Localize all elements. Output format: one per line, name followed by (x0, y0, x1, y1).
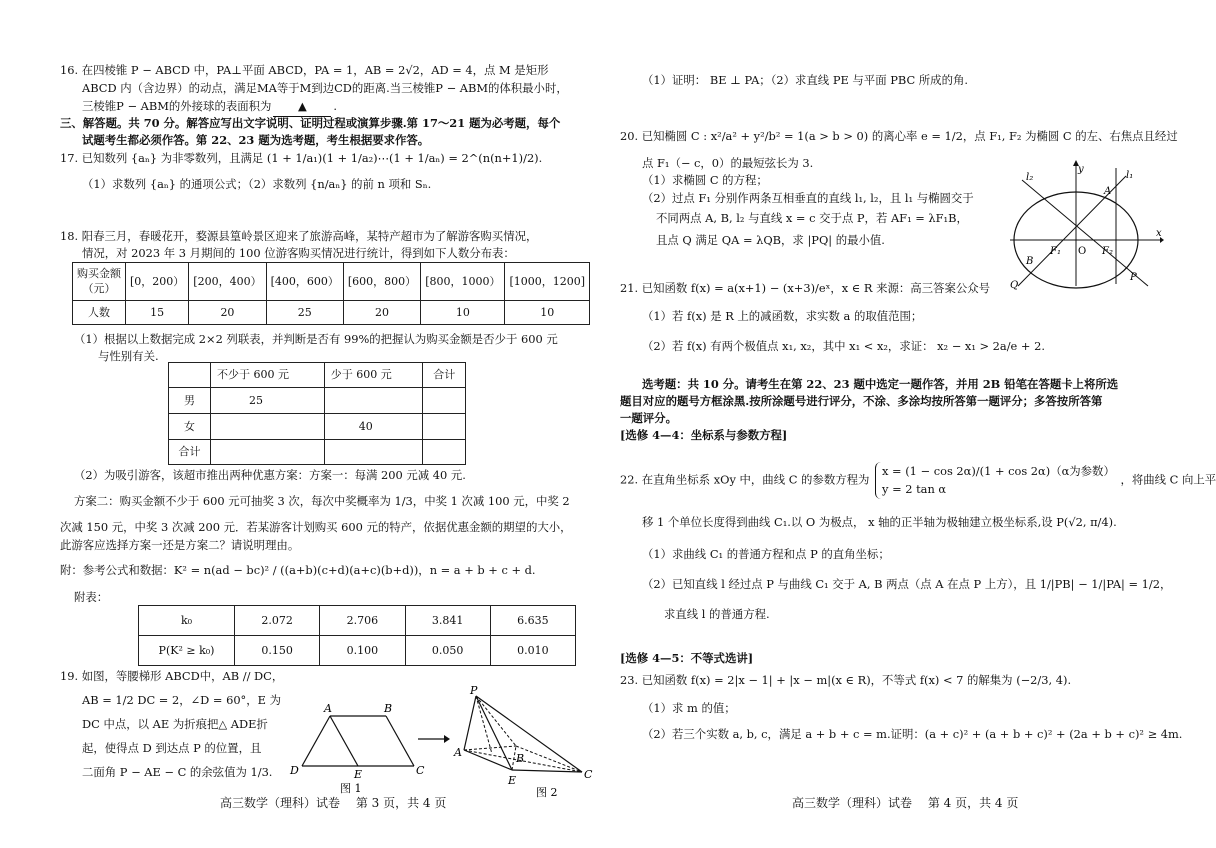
answer-blank: ▲ (273, 98, 331, 117)
footer-page4: 高三数学（理科）试卷 第 4 页，共 4 页 (792, 796, 1019, 810)
q21-line1: 21. 已知函数 f(x) = a(x+1) − (x+3)/eˣ，x ∈ R 来源：高三答案公众号 (620, 281, 991, 295)
q20-line1: 20. 已知椭圆 C : x²/a² + y²/b² = 1(a > b > 0) 的离心率 e = 1/2，点 F₁, F₂ 为椭圆 C 的左、右焦点且经过 (620, 129, 1178, 143)
label-E2: E (508, 774, 517, 787)
f1-label: F₁ (1050, 246, 1061, 257)
label-B2: B (516, 752, 525, 765)
point-b-label: B (1026, 256, 1034, 267)
q20-line4: （2）过点 F₁ 分别作两条互相垂直的直线 l₁, l₂，且 l₁ 与椭圆交于 (642, 191, 974, 205)
purchase-table (72, 262, 590, 325)
q20-line2: 点 F₁（− c，0）的最短弦长为 3. (642, 156, 814, 170)
section3-line2: 试题考生都必须作答。第 22、23 题为选考题，考生根据要求作答。 (82, 133, 430, 147)
f2-label: F₂ (1102, 246, 1113, 257)
q21-line2: （1）若 f(x) 是 R 上的减函数，求实数 a 的取值范围； (642, 309, 923, 323)
q19-continued: （1）证明： BE ⊥ PA；（2）求直线 PE 与平面 PBC 所成的角. (642, 73, 968, 87)
elective-line2: 题目对应的题号方框涂黑.按所涂题号进行评分，不涂、多涂均按所答第一题评分；多答按所答第 (620, 394, 1103, 408)
q16-line2: ABCD 内（含边界）的动点，满足MA等于M到边CD的距离.当三棱锥P − ABM的体积最小时， (82, 81, 568, 95)
section-4-4: [选修 4—4：坐标系与参数方程] (620, 428, 788, 442)
line-l1-label: l₁ (1126, 170, 1134, 181)
q23-line1: 23. 已知函数 f(x) = 2|x − 1| + |x − m|(x ∈ R)，不等式 f(x) < 7 的解集为 (−2/3, 4). (620, 673, 1072, 687)
elective-line3: 一题评分。 (620, 411, 677, 425)
attached-table-label: 附表： (74, 590, 109, 604)
label-P: P (470, 684, 478, 697)
q17-line1: 17. 已知数列 {aₙ} 为非零数列，且满足 (1 + 1/a₁)(1 + 1/a₂)⋯(1 + 1/aₙ) = 2^(n(n+1)/2). (60, 151, 543, 165)
q22-line2: 移 1 个单位长度得到曲线 C₁.以 O 为极点， x 轴的正半轴为极轴建立极坐标系,设 P(√2, π/4). (642, 515, 1117, 529)
figure1-trapezoid (288, 700, 438, 800)
section-4-5: [选修 4—5：不等式选讲] (620, 651, 754, 665)
parametric-system: x = (1 − cos 2α)/(1 + cos 2α)（α为参数） y = 2 tan α (875, 462, 1115, 499)
label-C: C (416, 764, 425, 777)
q16-line1: 16. 在四棱锥 P − ABCD 中，PA⊥平面 ABCD，PA = 1，AB = 2√2，AD = 4，点 M 是矩形 (60, 63, 549, 77)
count-cell: 20 (343, 301, 420, 325)
q18-plan2-b: 次减 150 元，中奖 3 次减 200 元．若某游客计划购买 600 元的特产，依据优惠金额的期望的大小， (60, 520, 572, 534)
critical-value-table: k₀ 2.072 2.706 3.841 6.635 P(K² ≥ k₀) 0.150 0.100 0.050 0.010 (138, 605, 576, 666)
section3-line1: 三、解答题。共 70 分。解答应写出文字说明、证明过程或演算步骤.第 17～21 题为必考题，每个 (60, 116, 561, 130)
label-A: A (324, 702, 332, 715)
range-cell: [400，600） (266, 263, 343, 301)
label-B: B (384, 702, 393, 715)
range-cell: [0，200） (126, 263, 189, 301)
q23-line2: （1）求 m 的值； (642, 701, 736, 715)
q20-line5: 不同两点 A, B, l₂ 与直线 x = c 交于点 P，若 AF₁ = λF₁B， (656, 211, 968, 225)
q22-line4: （2）已知直线 l 经过点 P 与曲线 C₁ 交于 A, B 两点（点 A 在点 P 上方），且 1/|PB| − 1/|PA| = 1/2， (642, 577, 1172, 591)
point-a-label: A (1104, 186, 1112, 197)
contingency-table: 不少于 600 元 少于 600 元 合计 男 25 女 40 合计 (168, 362, 466, 465)
purchase-amount-header: 购买金额 （元） (73, 263, 126, 301)
axis-x-label: x (1156, 228, 1162, 239)
q16-line3: 三棱锥P − ABM的外接球的表面积为 ▲ . (60, 98, 337, 117)
figure1-caption: 图 1 (340, 782, 362, 795)
elective-line1: 选考题：共 10 分。请考生在第 22、23 题中选定一题作答，并用 2B 铅笔在答题卡上将所选 (642, 377, 1119, 391)
label-D: D (290, 764, 299, 777)
q23-line3: （2）若三个实数 a, b, c，满足 a + b + c = m.证明：(a + c)² + (a + b + c)² + (2a + b + c)² ≥ 4m. (642, 727, 1183, 741)
axis-y-label: y (1078, 164, 1084, 175)
q18-part1-b: 与性别有关. (98, 349, 159, 363)
q18-part1-a: （1）根据以上数据完成 2×2 列联表，并判断是否有 99%的把握认为购买金额是否少于 600 元 (74, 332, 558, 346)
range-cell: [800，1000） (421, 263, 505, 301)
label-C2: C (584, 768, 593, 781)
point-p-label: P (1130, 272, 1137, 283)
q19-line4: 起，使得点 D 到达点 P 的位置，且 (82, 741, 262, 755)
figure-ellipse (1006, 158, 1164, 290)
q18-line1: 18. 阳春三月，春暖花开，婺源县篁岭景区迎来了旅游高峰，某特产超市为了解游客购买情况， (60, 229, 538, 243)
range-cell: [1000，1200] (505, 263, 590, 301)
q18-line2: 情况，对 2023 年 3 月期间的 100 位游客购买情况进行统计，得到如下人数分布表： (82, 246, 515, 260)
line-l2-label: l₂ (1026, 172, 1034, 183)
figure2-caption: 图 2 (536, 786, 558, 799)
footer-page3: 高三数学（理科）试卷 第 3 页，共 4 页 (220, 796, 447, 810)
q17-line2: （1）求数列 {aₙ} 的通项公式；（2）求数列 {n/aₙ} 的前 n 项和 Sₙ. (82, 177, 432, 191)
reference-formula: 附：参考公式和数据：K² = n(ad − bc)² / ((a+b)(c+d)(a+c)(b+d))，n = a + b + c + d. (60, 563, 536, 577)
count-cell: 25 (266, 301, 343, 325)
point-q-label: Q (1010, 280, 1019, 291)
q22-line5: 求直线 l 的普通方程. (664, 607, 770, 621)
range-cell: [600，800） (343, 263, 420, 301)
count-label: 人数 (73, 301, 126, 325)
q18-plan2-c: 此游客应选择方案一还是方案二？请说明理由。 (60, 538, 300, 552)
figure2-pyramid (444, 684, 594, 800)
count-cell: 15 (126, 301, 189, 325)
label-A2: A (454, 746, 462, 759)
q18-plan2-a: 方案二：购买金额不少于 600 元可抽奖 3 次，每次中奖概率为 1/3，中奖 1 次减 100 元，中奖 2 (74, 494, 570, 508)
range-cell: [200，400） (189, 263, 266, 301)
q21-line3: （2）若 f(x) 有两个极值点 x₁, x₂，其中 x₁ < x₂，求证： x₂ − x₁ > 2a/e + 2. (642, 339, 1045, 353)
q18-part2: （2）为吸引游客，该超市推出两种优惠方案：方案一：每满 200 元减 40 元. (74, 468, 466, 482)
page-3 (60, 0, 600, 848)
q19-line1: 19. 如图，等腰梯形 ABCD中，AB // DC， (60, 669, 284, 683)
q19-line2: AB = 1/2 DC = 2，∠D = 60°，E 为 (82, 693, 281, 707)
count-cell: 10 (421, 301, 505, 325)
q22-line3: （1）求曲线 C₁ 的普通方程和点 P 的直角坐标； (642, 547, 890, 561)
label-E: E (354, 768, 363, 781)
count-cell: 10 (505, 301, 590, 325)
q19-line3: DC 中点，以 AE 为折痕把△ ADE折 (82, 717, 268, 731)
page-4 (620, 0, 1216, 848)
q22-line1: 22. 在直角坐标系 xOy 中，曲线 C 的参数方程为 x = (1 − cos 2α)/(1 + cos 2α)（α为参数） y = 2 tan α ，将曲线 C 向上平 (620, 462, 1216, 499)
q20-line3: （1）求椭圆 C 的方程； (642, 173, 768, 187)
count-cell: 20 (189, 301, 266, 325)
q20-line6: 且点 Q 满足 QA = λQB，求 |PQ| 的最小值. (656, 233, 885, 247)
origin-label: O (1078, 246, 1087, 257)
q19-line5: 二面角 P − AE − C 的余弦值为 1/3. (82, 765, 273, 779)
